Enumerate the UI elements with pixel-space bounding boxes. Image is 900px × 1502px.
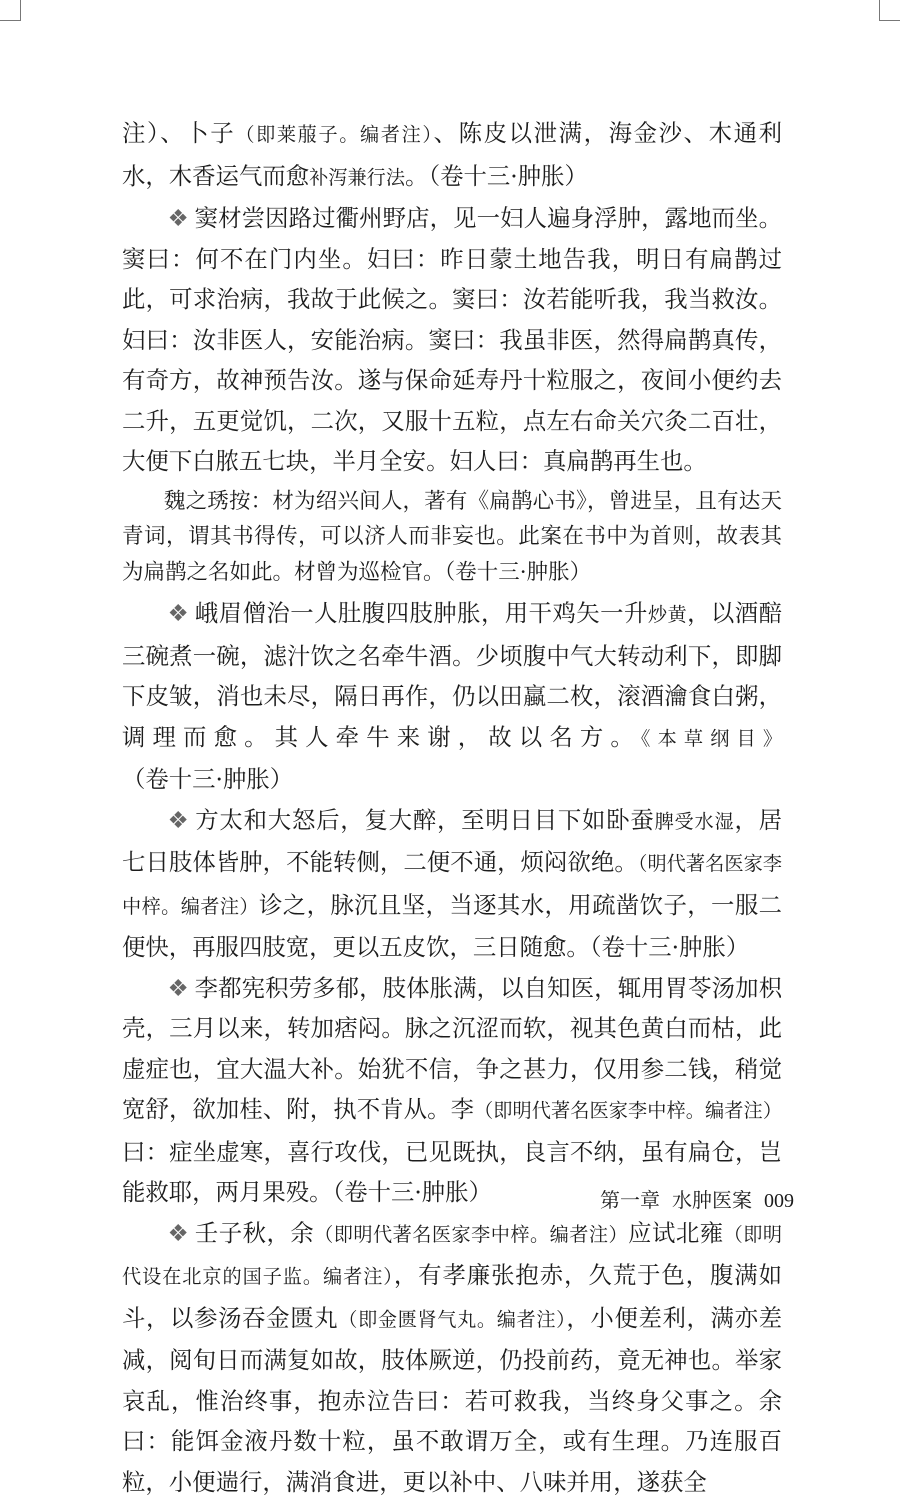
paragraph-text: 诊之，脉沉且坚，当逐其水，用疏凿饮子，一服二便快，再服四肢宽，更以五皮饮，三日随愈。（卷十三·肿胀） bbox=[122, 891, 782, 962]
diamond-bullet-icon: ❖ bbox=[168, 974, 189, 1002]
case-paragraph bbox=[122, 1213, 782, 1502]
inline-note: 脾受水湿 bbox=[655, 810, 735, 833]
case-paragraph bbox=[122, 593, 782, 800]
page-number: 009 bbox=[764, 1190, 794, 1212]
crop-mark-top-right bbox=[879, 0, 900, 21]
paragraph-text: 峨眉僧治一人肚腹四肢肿胀，用干鸡矢一升 bbox=[195, 599, 648, 627]
inline-note: （即金匮肾气丸。编者注） bbox=[338, 1308, 566, 1331]
diamond-bullet-icon: ❖ bbox=[168, 806, 190, 834]
diamond-bullet-icon: ❖ bbox=[168, 204, 189, 232]
case-paragraph bbox=[122, 800, 782, 968]
footer-section: 水肿医案 bbox=[672, 1188, 752, 1212]
inline-note: 《本草纲目》 bbox=[641, 727, 782, 750]
inline-note: （即明代著名医家李中梓。编者注） bbox=[474, 1099, 782, 1122]
case-paragraph bbox=[122, 968, 782, 1213]
paragraph-text: （卷十三·肿胀） bbox=[122, 765, 293, 793]
page-footer bbox=[600, 1184, 850, 1213]
paragraph-text: 窦材尝因路过衢州野店，见一妇人遍身浮肿，露地而坐。窦曰：何不在门内坐。妇曰：昨日蒙土地告我，明日有扁鹊过此，可求治病，我故于此候之。窦曰：汝若能听我，我当救汝。妇曰：汝非医人，安能治病。窦曰：我虽非医，然得扁鹊真传，有奇方，故神预告汝。遂与保命延寿丹十粒服之，夜间小便约去二升，五更觉饥，二次，又服十五粒，点左右命关穴灸二百壮，大便下白脓五七块，半月全安。妇人曰：真扁鹊再生也。 bbox=[122, 204, 782, 475]
paragraph-text: ，小便差利，满亦差减，阅旬日而满复如故，肢体厥逆，仍投前药，竟无神也。举家哀乱，惟治终事，抱赤泣告曰：若可救我，当终身父事之。余曰：能饵金液丹数十粒，虽不敢谓万全，或有生理。乃连服百粒，小便遄行，满消食进，更以补中、八味并用，遂获全 bbox=[122, 1304, 782, 1496]
paragraph-text: 、陈皮以泄满，海金沙、木通利水，木香运气而愈 bbox=[122, 119, 782, 190]
inline-note: （即明代著名医家李中梓。编者注） bbox=[314, 1223, 628, 1246]
case-paragraph bbox=[122, 198, 782, 482]
paragraph-text: ，有孝廉张抱赤，久荒于色，腹满如斗，以参汤吞金匮丸 bbox=[122, 1261, 782, 1332]
paragraph-text: 注）、卜子 bbox=[122, 119, 235, 147]
footer-chapter: 第一章 bbox=[600, 1188, 660, 1212]
continued-paragraph bbox=[122, 113, 782, 198]
commentary-paragraph bbox=[122, 484, 782, 591]
diamond-bullet-icon: ❖ bbox=[168, 599, 189, 627]
paragraph-text: ，居七日肢体皆肿，不能转侧，二便不通，烦闷欲绝。 bbox=[122, 806, 782, 877]
crop-mark-top-left bbox=[0, 0, 21, 21]
diamond-bullet-icon: ❖ bbox=[168, 1219, 189, 1247]
paragraph-text: 应试北雍 bbox=[628, 1219, 723, 1247]
inline-note: （明代著名医家李中梓。编者注） bbox=[122, 852, 782, 918]
paragraph-text: 方太和大怒后，复大醉，至明日目下如卧蚕 bbox=[195, 806, 654, 834]
inline-note: 炒黄 bbox=[648, 603, 687, 626]
paragraph-text: 曰：症坐虚寒，喜行攻伐，已见既执，良言不纳，虽有扁仓，岂能救耶，两月果殁。（卷十三·肿胀） bbox=[122, 1138, 782, 1207]
paragraph-text: 壬子秋，余 bbox=[195, 1219, 314, 1247]
inline-note: 补泻兼行法 bbox=[309, 166, 405, 189]
paragraph-text: ，以酒醅三碗煮一碗，滤汁饮之名牵牛酒。少顷腹中气大转动利下，即脚下皮皱，消也未尽，隔日再作，仍以田蠃二枚，滚酒瀹食白粥，调理而愈。其人牵牛来谢，故以名方。 bbox=[122, 599, 782, 751]
paragraph-text: 魏之琇按：材为绍兴间人，著有《扁鹊心书》，曾进呈，且有达天青词，谓其书得传，可以济人而非妄也。此案在书中为首则，故表其为扁鹊之名如此。材曾为巡检官。 bbox=[122, 489, 782, 585]
paragraph-text: 李都宪积劳多郁，肢体胀满，以自知医，辄用胃苓汤加枳壳，三月以来，转加痞闷。脉之沉涩而软，视其色黄白而枯，此虚症也，宜大温大补。始犹不信，争之甚力，仅用参二钱，稍觉宽舒，欲加桂、附，执不肯从。李 bbox=[122, 974, 782, 1124]
inline-note: （即莱菔子。编者注） bbox=[235, 123, 433, 146]
paragraph-text: （卷十三·肿胀） bbox=[445, 560, 592, 585]
inline-note: （即明代设在北京的国子监。编者注） bbox=[122, 1223, 782, 1289]
paragraph-text: 。（卷十三·肿胀） bbox=[405, 162, 588, 190]
page-body bbox=[122, 113, 782, 1502]
